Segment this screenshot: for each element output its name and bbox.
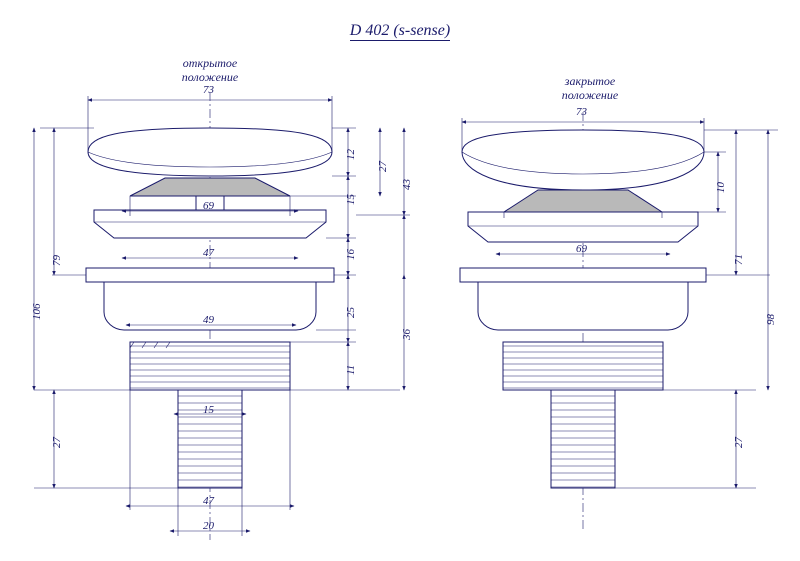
dim-left-69: 69 (203, 200, 214, 212)
dim-right-98: 98 (765, 314, 777, 325)
dim-left-15: 15 (345, 194, 357, 205)
dim-left-27-lower: 27 (51, 437, 63, 448)
dim-left-27-upper: 27 (377, 161, 389, 172)
caption-closed-line2: положение (561, 88, 619, 102)
dim-left-15-pipe: 15 (203, 404, 214, 416)
caption-closed-line1: закрытое (564, 74, 616, 88)
page-title: D 402 (s-sense) (349, 22, 451, 39)
caption-open-line2: положение (181, 70, 239, 84)
dim-right-10: 10 (715, 182, 727, 193)
caption-open-line1: открытое (182, 56, 238, 70)
dim-left-49: 49 (203, 314, 214, 326)
dim-left-79: 79 (51, 255, 63, 266)
dim-left-36: 36 (401, 329, 413, 340)
dim-left-47-lower: 47 (203, 495, 214, 507)
right-assembly-geometry (460, 112, 706, 530)
dim-right-69: 69 (576, 243, 587, 255)
dim-left-47-upper: 47 (203, 247, 214, 259)
dim-left-16: 16 (345, 249, 357, 260)
dim-left-73: 73 (203, 84, 214, 96)
dim-left-43: 43 (401, 179, 413, 190)
dim-left-12: 12 (345, 149, 357, 160)
dim-right-27: 27 (733, 437, 745, 448)
dim-right-73: 73 (576, 106, 587, 118)
dim-left-11: 11 (345, 364, 357, 375)
dim-left-106: 106 (31, 303, 43, 320)
dim-right-71: 71 (733, 254, 745, 265)
dim-left-20: 20 (203, 520, 214, 532)
dim-left-25: 25 (345, 307, 357, 318)
